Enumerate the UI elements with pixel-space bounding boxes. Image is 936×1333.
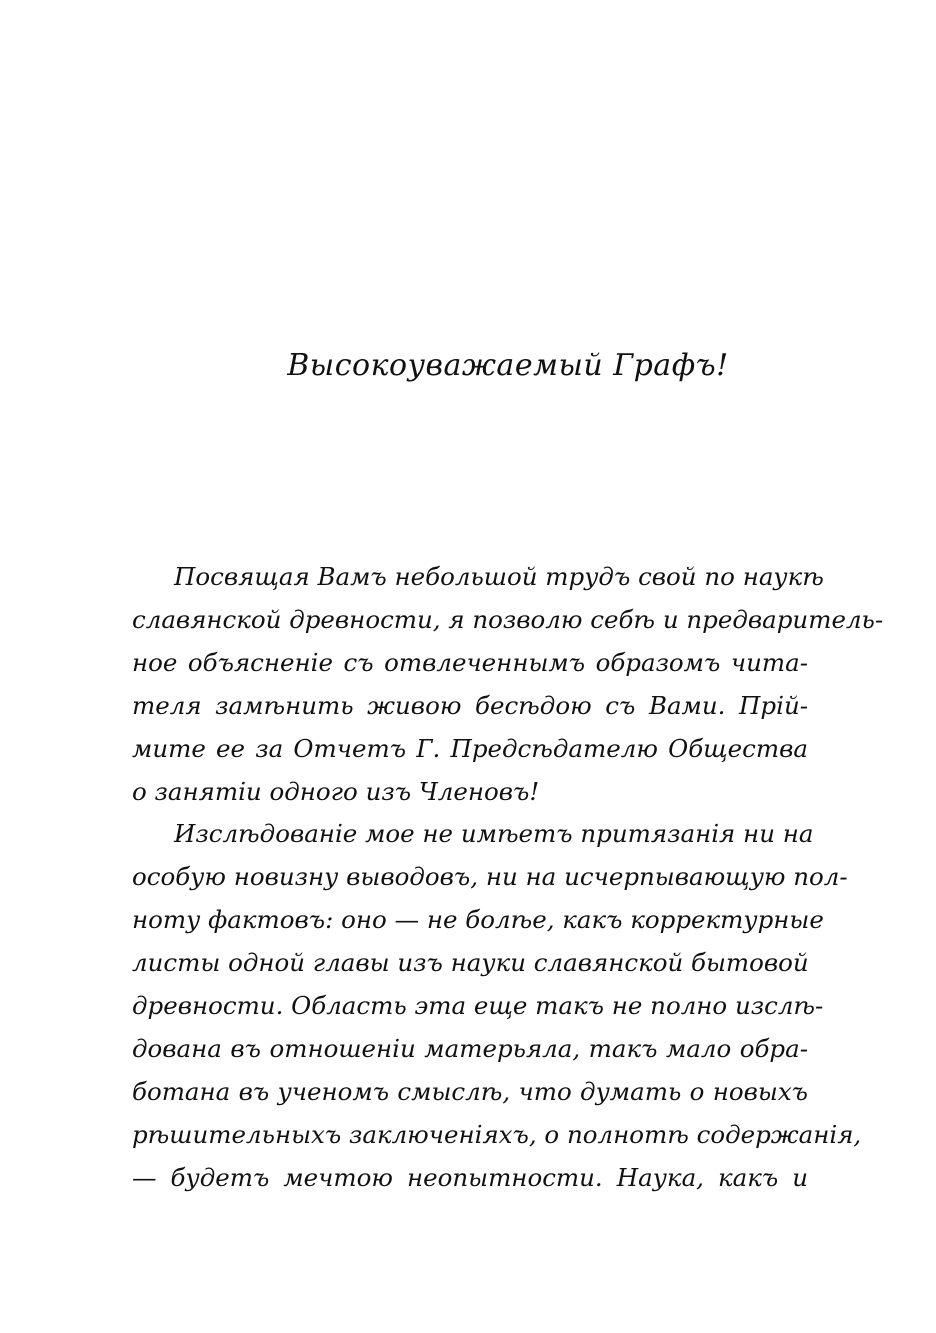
text-line: ное объясненіе съ отвлеченнымъ образомъ чита- (132, 648, 808, 677)
text-line: ноту фактовъ: оно — не болѣе, какъ корректурные (132, 905, 824, 934)
text-line: о занятіи одного изъ Членовъ! (132, 777, 540, 806)
text-line: Изслѣдованіе мое не имѣетъ притязанія ни на (174, 819, 814, 848)
text-line: — будетъ мечтою неопытности. Наука, какъ и (132, 1163, 808, 1192)
text-line: особую новизну выводовъ, ни на исчерпывающую пол- (132, 862, 848, 891)
text-line: мите ее за Отчетъ Г. Предсѣдателю Общества (132, 734, 808, 763)
text-line: Посвящая Вамъ небольшой трудъ свой по наукѣ (174, 562, 824, 591)
paragraph-1 (132, 555, 884, 813)
text-line: листы одной главы изъ науки славянской бытовой (132, 948, 809, 977)
text-line: рѣшительныхъ заключеніяхъ, о полнотѣ содержанія, (132, 1120, 862, 1149)
text-line: славянской древности, я позволю себѣ и предваритель- (132, 605, 884, 634)
text-line: древности. Область эта еще такъ не полно изслѣ- (132, 991, 824, 1020)
letter-salutation: Высокоуважаемый Графъ! (287, 348, 729, 383)
paragraph-2 (132, 812, 862, 1199)
text-line: ботана въ ученомъ смыслѣ, что думать о новыхъ (132, 1077, 808, 1106)
text-line: дована въ отношеніи матерьяла, такъ мало обра- (132, 1034, 808, 1063)
text-line: теля замѣнить живою бесѣдою съ Вами. Прій- (132, 691, 808, 720)
